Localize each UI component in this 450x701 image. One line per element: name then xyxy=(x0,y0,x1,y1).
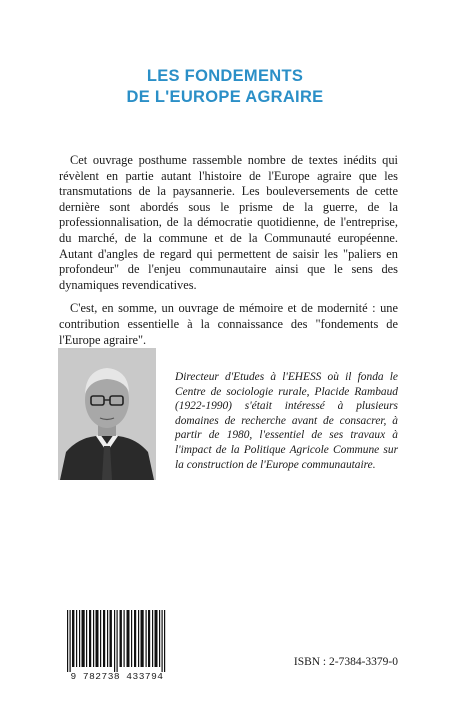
author-biography: Directeur d'Etudes à l'EHESS où il fonda le Centre de sociologie rurale, Placide Rambaud (1922-1990) s'était intéressé à plusieurs domaines de recherche avant de consacrer, à partir de 1980, l'essentiel de ses travaux à l'impact de la Politique Agricole Commune sur la construction de l'Europe communautaire. xyxy=(175,371,398,471)
ean-barcode xyxy=(58,610,176,684)
isbn-label: ISBN : 2-7384-3379-0 xyxy=(293,656,398,668)
back-cover-summary xyxy=(59,153,398,356)
barcode-bars xyxy=(58,610,176,672)
barcode-number: 9 782738 433794 xyxy=(70,671,164,682)
title-line-1: LES FONDEMENTS xyxy=(146,67,304,85)
title-line-2: DE L'EUROPE AGRAIRE xyxy=(126,88,324,106)
summary-paragraph-2: C'est, en somme, un ouvrage de mémoire et de modernité : une contribution essentielle à la connaissance des "fondements de l'Europe agraire". xyxy=(59,301,398,347)
author-portrait xyxy=(58,348,156,480)
book-title xyxy=(0,66,450,108)
summary-paragraph-1: Cet ouvrage posthume rassemble nombre de textes inédits qui révèlent en partie autant l'histoire de l'Europe agraire que les transmutations de la paysannerie. Les bouleversements de cette dernière sont abordés sous le prisme de la guerre, de la professionnalisation, de la démocratie quotidienne, de l'entreprise, du marché, de la commune et de la Communauté européenne. Autant d'angles de regard qui permettent de saisir les "paliers en profondeur" de l'enjeu communautaire ainsi que le sens des dynamiques revendicatives. xyxy=(59,153,398,292)
